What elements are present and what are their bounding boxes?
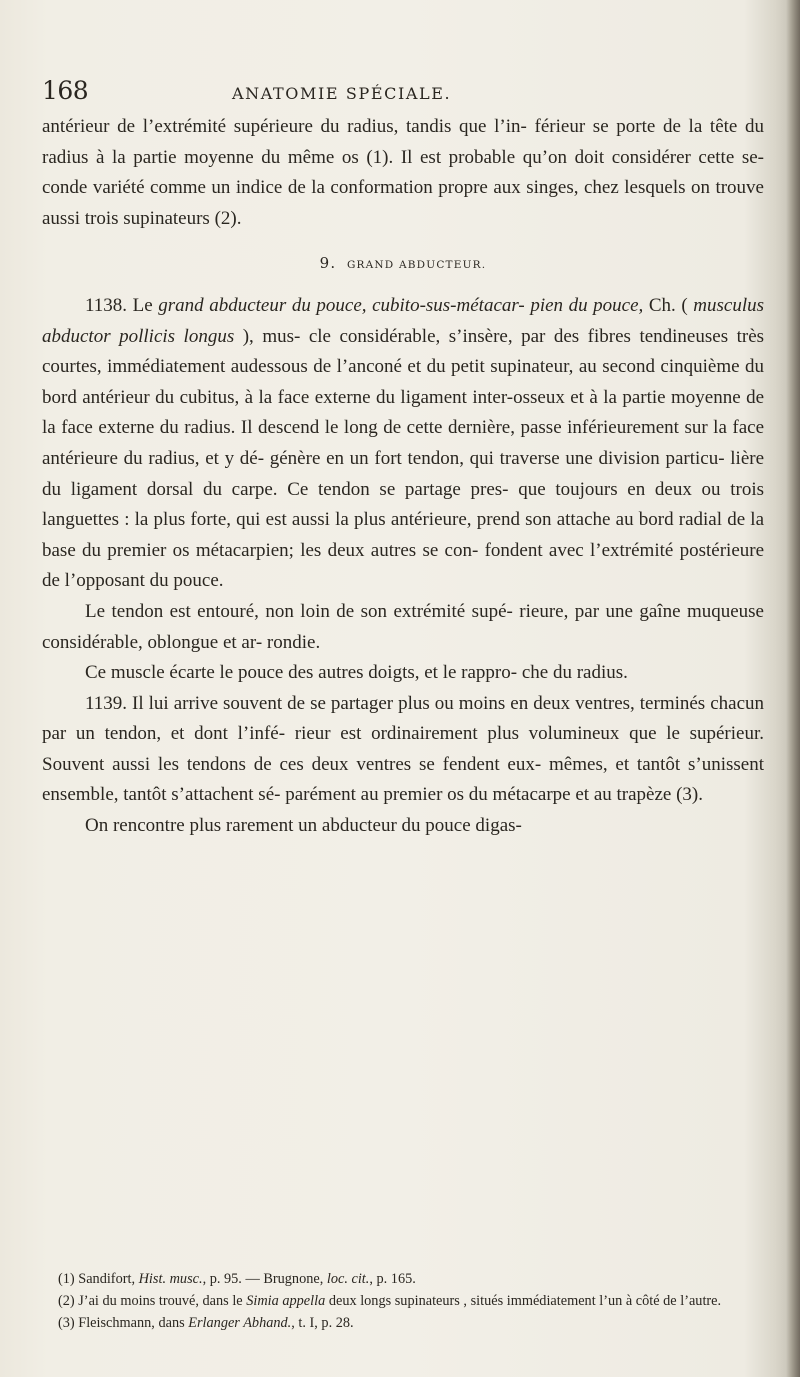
page-header [42, 76, 762, 106]
text-line: che du radius. [521, 662, 628, 684]
text-line: au second cinquième du bord antérieur du cubitus, à la face [42, 356, 765, 408]
text-line: génère en un fort tendon, qui traverse une division particu- [269, 447, 725, 469]
running-head: ANATOMIE SPÉCIALE. [232, 84, 452, 103]
text-segment: Ch. ( [643, 294, 688, 316]
footnote-1 [58, 1268, 764, 1290]
text-line: aux singes, chez lesquels on trouve aussi trois supinateurs (2). [42, 177, 764, 229]
text-line: deux ventres, terminés chacun par un tendon, et dont l’infé- [42, 692, 765, 745]
footnote-3 [58, 1312, 764, 1334]
text-line: férieur se porte de la tête du radius à la partie moyenne du [42, 116, 764, 168]
text-line: passe inférieurement sur la face antérieure du radius, et y dé- [42, 417, 764, 469]
footnote-text: (2) J’ai du moins trouvé, dans le [58, 1293, 247, 1309]
paragraph-number: 1138. Le [85, 294, 159, 316]
text-line: On rencontre plus rarement un abducteur du pouce digas- [85, 815, 522, 837]
footnote-2 [58, 1290, 764, 1312]
footnote-citation: Hist. musc. [138, 1271, 203, 1287]
footnotes [58, 1268, 764, 1334]
footnote-text: deux longs supinateurs , [325, 1293, 468, 1309]
paragraph-1139 [42, 689, 764, 811]
paragraph-1 [42, 112, 764, 234]
text-line: externe du ligament inter-osseux et à la partie moyenne de la [42, 386, 765, 439]
footnote-citation: Simia appella [246, 1293, 326, 1309]
text-line: rieure, par une gaîne muqueuse considérable, oblongue et ar- [42, 600, 764, 653]
text-line: mêmes, et tantôt s’unissent ensemble, tantôt s’attachent sé- [42, 753, 765, 806]
body-text [42, 112, 764, 842]
footnote-citation: loc. cit. [326, 1271, 370, 1287]
text-line: immédiatement audessous de l’anconé et du petit supinateur, [107, 356, 574, 378]
muscle-name-cont: pien du pouce, [530, 294, 644, 316]
muscle-name: grand abducteur du pouce, cubito-sus-métacar- [158, 294, 525, 316]
text-line: parément au premier os du métacarpe et au trapèze (3). [285, 784, 703, 806]
text-line: que toujours en deux ou trois languettes : la plus forte, qui [42, 478, 764, 531]
text-line: lière du ligament dorsal du carpe. Ce tendon se partage pres- [42, 447, 765, 500]
text-line: même os (1). Il est probable qu’on doit considérer cette se- [287, 146, 764, 168]
text-line: conde variété comme un indice de la conformation propre [42, 177, 488, 199]
section-number: 9. [319, 254, 337, 273]
footnote-text: , t. I, p. 28. [291, 1315, 354, 1331]
text-line: rondie. [266, 631, 321, 653]
section-title: GRAND ABDUCTEUR. [346, 259, 487, 272]
text-line: Le tendon est entouré, non loin de son extrémité supé- [85, 600, 513, 622]
text-line: face externe du radius. Il descend le long de cette dernière, [61, 417, 515, 439]
text-segment: ), mus- [242, 325, 301, 347]
footnote-text: (3) Fleischmann, dans [58, 1315, 189, 1331]
paragraph-action [42, 658, 764, 689]
text-line: fondent avec l’extrémité postérieure de l’opposant du pouce. [42, 539, 765, 592]
footnote-text: , p. 165. [369, 1271, 416, 1287]
section-heading [42, 248, 764, 281]
text-line: antérieur de l’extrémité supérieure du radius, tandis que l’in- [42, 116, 527, 137]
paragraph-1138 [42, 291, 764, 597]
footnote-text: situés immédiatement l’un à côté de l’autre. [470, 1293, 722, 1309]
text-line: 1139. Il lui arrive souvent de se partager plus ou moins en [85, 692, 529, 714]
text-line: de la base du premier os métacarpien; les deux autres se con- [42, 509, 765, 561]
page-gutter-shadow [786, 0, 800, 1377]
text-line: rieur est ordinairement plus volumineux que le supérieur. [294, 723, 765, 745]
paragraph-1139-cont [42, 811, 764, 842]
text-line: est aussi la plus antérieure, prend son attache au bord radial [265, 509, 723, 531]
footnote-text: , p. 95. — Brugnone, [202, 1271, 327, 1287]
text-line: cle considérable, s’insère, par des fibres tendineuses très courtes, [42, 325, 765, 378]
latin-name: musculus abductor pollicis longus [42, 294, 764, 347]
text-line: Ce muscle écarte le pouce des autres doigts, et le rappro- [85, 662, 518, 684]
text-line: Souvent aussi les tendons de ces deux ventres se fendent eux- [42, 753, 542, 775]
paragraph-1138-cont [42, 597, 764, 658]
footnote-citation: Erlanger Abhand. [188, 1315, 292, 1331]
footnote-text: (1) Sandifort, [58, 1271, 139, 1287]
page-number: 168 [42, 76, 89, 105]
